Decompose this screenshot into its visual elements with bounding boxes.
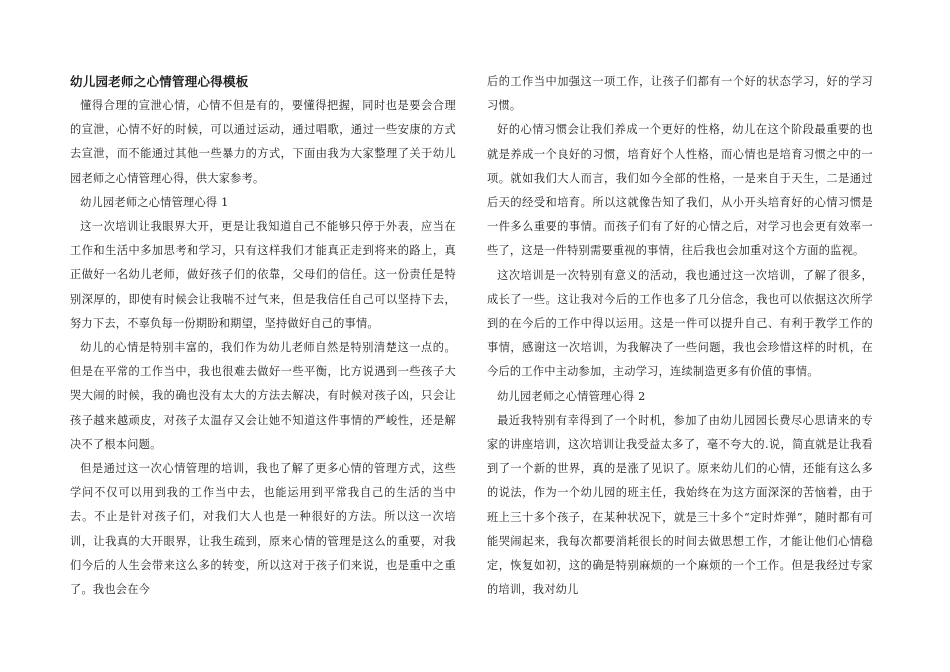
body-paragraph: 好的心情习惯会让我们养成一个更好的性格，幼儿在这个阶段最重要的也就是养成一个良好的习惯，培育好个人性格，而心情也是培育习惯之中的一项。就如我们大人而言，我们如今全部的性格，一是来自于天生，二是通过后天的经受和培育。所以这就像告知了我们，从小开头培育好的心情习惯是一件多么重要的事情。而孩子们有了好的心情之后，对学习也会更有效率一些了，这是一件特别需要重视的事情，往后我也会加重对这个方面的监视。 [487,123,873,258]
body-paragraph: 幼儿的心情是特别丰富的，我们作为幼儿老师自然是特别清楚这一点的。但是在平常的工作当中，我也很难去做好一些平衡，比方说遇到一些孩子大哭大闹的时候，我的确也没有太大的方法去解决，有时候对孩子凶，只会让孩子越来越顽皮，对孩子太温存又会让她不知道这件事情的严峻性，还是解决不了根本问题。 [70,341,456,451]
body-paragraph: 但是通过这一次心情管理的培训，我也了解了更多心情的管理方式，这些学问不仅可以用到我的工作当中去，也能运用到平常我自己的生活的当中去。不止是针对孩子们，对我们大人也是一种很好的方法。所以这一次培训，让我真的大开眼界，让我生疏到，原来心情的管理是这么的重要，对我们今后的人生会带来这么多的转变，所以这对于孩子们来说，也是重中之重了。我也会在今 [70,462,456,597]
body-paragraph: 最近我特别有幸得到了一个时机，参加了由幼儿园园长费尽心思请来的专家的讲座培训，这次培训让我受益太多了，毫不夸大的.说，简直就是让我看到了一个新的世界，真的是涨了见识了。原来幼儿们的心情，还能有这么多的说法，作为一个幼儿园的班主任，我始终在为这方面深深的苦恼着，由于班上三十多个孩子，在某种状况下，就是三十多个“定时炸弹”，随时都有可能哭闹起来，我每次都要消耗很长的时间去做思想工作，才能让他们心情稳定，恢复如初，这的确是特别麻烦的一个麻烦的一个工作。但是我经过专家的培训，我对幼儿 [487,413,873,597]
continued-paragraph: 后的工作当中加强这一项工作，让孩子们都有一个好的状态学习，好的学习习惯。 [487,75,873,113]
left-column [70,70,456,602]
body-paragraph: 这次培训是一次特别有意义的活动，我也通过这一次培训，了解了很多，成长了一些。这让我对今后的工作也多了几分信念，我也可以依据这次所学到的在今后的工作中得以运用。这是一件可以提升自己、有利于教学工作的事情，感谢这一次培训，为我解决了一些问题，我也会珍惜这样的时机，在今后的工作中主动参加，主动学习，连续制造更多有价值的事情。 [487,268,873,379]
section-heading-1: 幼儿园老师之心情管理心得 1 [80,195,229,209]
document-title: 幼儿园老师之心情管理心得模板 [70,74,249,89]
section-heading-2: 幼儿园老师之心情管理心得 2 [497,389,646,403]
body-paragraph: 这一次培训让我眼界大开，更是让我知道自己不能够只停于外表，应当在工作和生活中多加思考和学习，只有这样我们才能真正走到将来的路上，真正做好一名幼儿老师，做好孩子们的依靠，父母们的信任。这一份责任是特别深厚的，即使有时候会让我喘不过气来，但是我信任自己可以坚持下去，努力下去，不辜负每一份期盼和期望，坚持做好自己的事情。 [70,220,456,330]
right-column [487,70,873,602]
intro-paragraph: 懂得合理的宣泄心情，心情不但是有的，要懂得把握，同时也是要会合理的宣泄，心情不好的时候，可以通过运动，通过唱歌，通过一些安康的方式去宣泄，而不能通过其他一些暴力的方式，下面由我为大家整理了关于幼儿园老师之心情管理心得，供大家参考。 [70,99,456,185]
